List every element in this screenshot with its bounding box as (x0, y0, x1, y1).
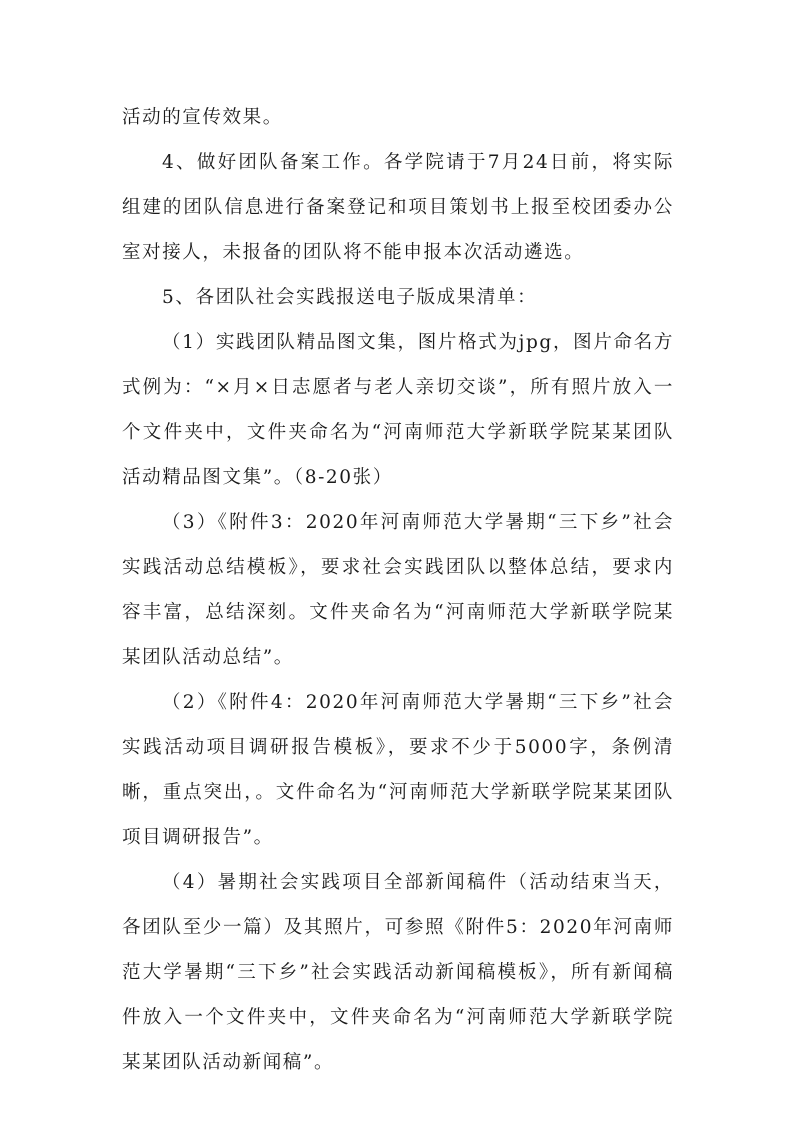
paragraph-sub-item-1: （1）实践团队精品图文集，图片格式为jpg，图片命名方式例为：“×月×日志愿者与老人亲切交谈”，所有照片放入一个文件夹中，文件夹命名为“河南师范大学新联学院某某团队活动精品图文集”。（8-20张） (122, 332, 674, 488)
paragraph-item-4: 4、做好团队备案工作。各学院请于7月24日前，将实际组建的团队信息进行备案登记和项目策划书上报至校团委办公室对接人，未报备的团队将不能申报本次活动遴选。 (122, 152, 674, 263)
document-body (122, 95, 674, 1085)
paragraph-continuation: 活动的宣传效果。 (122, 107, 283, 128)
paragraph-sub-item-2: （2）《附件4：2020年河南师范大学暑期“三下乡”社会实践活动项目调研报告模板》，要求不少于5000字，条例清晰，重点突出，。文件命名为“河南师范大学新联学院某某团队项目调研报告”。 (122, 692, 674, 848)
paragraph-sub-item-4: （4）暑期社会实践项目全部新闻稿件（活动结束当天，各团队至少一篇）及其照片，可参照《附件5：2020年河南师范大学暑期“三下乡”社会实践活动新闻稿模板》，所有新闻稿件放入一个文件夹中，文件夹命名为“河南师范大学新联学院某某团队活动新闻稿”。 (122, 872, 674, 1073)
paragraph-sub-item-3: （3）《附件3：2020年河南师范大学暑期“三下乡”社会实践活动总结模板》，要求社会实践团队以整体总结，要求内容丰富，总结深刻。文件夹命名为“河南师范大学新联学院某某团队活动总结”。 (122, 512, 674, 668)
paragraph-item-5: 5、各团队社会实践报送电子版成果清单： (162, 287, 538, 308)
